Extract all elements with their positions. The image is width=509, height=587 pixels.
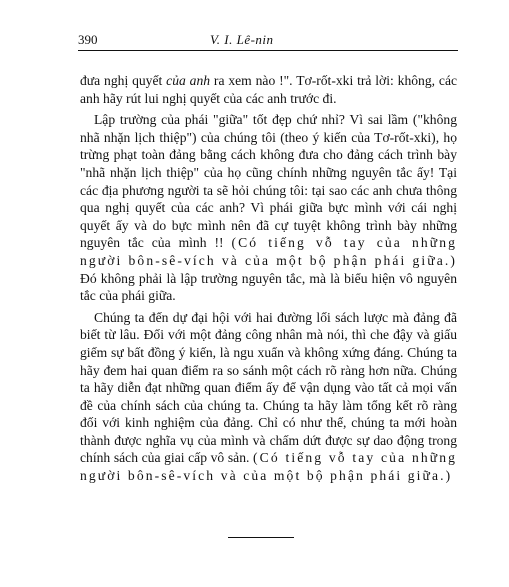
- paragraph-3: [80, 309, 457, 485]
- page-header: [78, 30, 458, 50]
- paragraph-text: Lập trường của phái "giữa" tốt đẹp chứ nhỉ? Vì sai lầm ("không nhã nhặn lịch thiệp") của chúng tôi (theo ý kiến của Tơ-rốt-xki), họ trừng phạt toàn đảng bằng cách không đưa cho đảng cách trình bày "nhã nhặn lịch thiệp" của họ cũng chính những nguyên tắc ấy! Tại các địa phương người ta sẽ hỏi chúng tôi: tại sao các anh chưa thông qua nghị quyết của các anh? Vì phái giữa bực mình với cái nghị quyết ấy và do bực mình nên đã cự tuyệt không trình bày những nguyên tắc của mình !!: [80, 112, 457, 251]
- body-text: [80, 72, 457, 485]
- applause-note: (Có tiếng vỗ tay của những người bôn-sê-vích và của một bộ phận phái giữa.): [80, 235, 457, 268]
- running-head: V. I. Lê-nin: [210, 32, 274, 47]
- emphasis-text: của anh: [166, 73, 211, 88]
- applause-note: (Có tiếng vỗ tay của những người bôn-sê-vích và của một bộ phận phái giữa.): [80, 450, 457, 484]
- paragraph-1: [80, 72, 457, 107]
- paragraph-text: Đó không phải là lập trường nguyên tắc, mà là biểu hiện vô nguyên tắc của phái giữa.: [80, 270, 457, 304]
- header-rule: [78, 50, 458, 51]
- page-number: 390: [78, 32, 98, 47]
- paragraph-text: ra xem nào !". Tơ-rốt-xki trả lời: không, các anh hãy rút lui nghị quyết của các anh trước đi.: [80, 73, 458, 106]
- paragraph-text: đưa nghị quyết: [80, 73, 167, 88]
- paragraph-2: [80, 111, 457, 305]
- footer-rule: [228, 537, 294, 538]
- paragraph-text: Chúng ta đến dự đại hội với hai đường lối sách lược mà đảng đã biết từ lâu. Đối với một đảng công nhân mà nói, thì che đậy và giấu giếm sự bất đồng ý kiến, là ngu xuẩn và không xứng đáng. Chúng ta hãy đem hai quan điểm ra so sánh một cách rõ ràng hơn nữa. Chúng ta hãy diễn đạt những quan điểm ấy để vận dụng vào tất cả mọi vấn đề của chính sách của chúng ta. Chúng ta hãy làm tổng kết rõ ràng đối với kinh nghiệm của đảng. Chỉ có như thế, chúng ta mới hoàn thành được nghĩa vụ của mình và chấm dứt được sự dao động trong chính sách của giai cấp vô sản.: [80, 309, 457, 466]
